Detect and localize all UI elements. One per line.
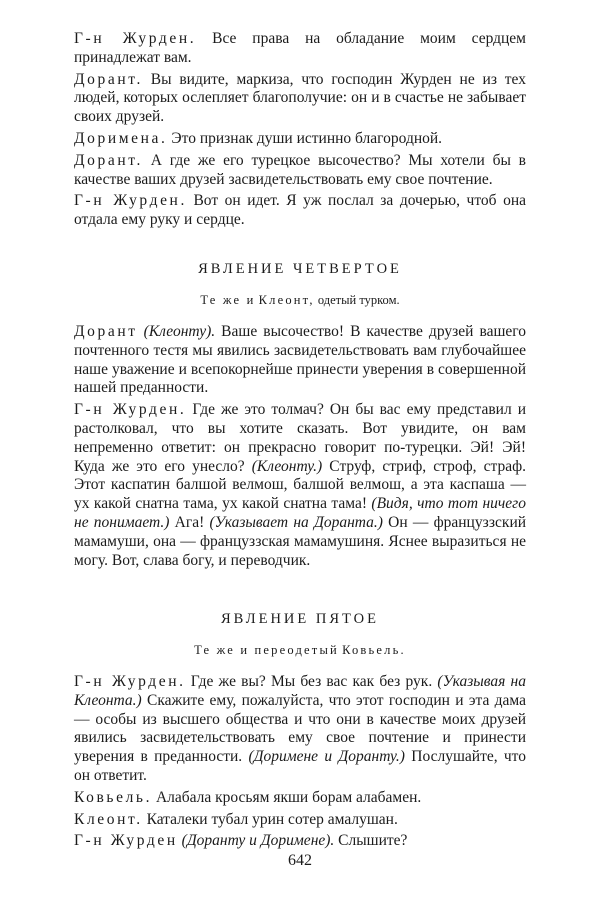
speech: Все права на обладание моим сердцем принадлежат вам.: [74, 30, 526, 66]
scene-five-dialogue: [74, 673, 526, 854]
line-jourdain-4: [74, 673, 526, 786]
cast-name: Клеонт,: [258, 293, 315, 307]
speaker: Г-н Журден.: [74, 192, 187, 210]
speaker: Г-н Журден.: [74, 30, 197, 47]
speaker: Клеонт.: [74, 810, 143, 828]
line-jourdain-5: [74, 832, 526, 851]
stage-direction: (Клеонту).: [137, 323, 216, 340]
cast-text: Те же и переодетый: [194, 643, 339, 657]
speech: Каталеки тубал урин сотер амалушан.: [142, 810, 398, 828]
speech: Слышите?: [334, 832, 408, 850]
scene-four-heading: ЯВЛЕНИЕ ЧЕТВЕРТОЕ: [198, 261, 402, 277]
speaker: Г-н Журден.: [74, 401, 187, 419]
speech: Где же вы? Мы без вас как без рук.: [185, 673, 438, 690]
scene-five-heading: ЯВЛЕНИЕ ПЯТОЕ: [220, 611, 380, 627]
line-dorimene-1: [74, 130, 526, 149]
stage-direction: (Доримене и Доранту.): [248, 748, 405, 766]
stage-direction: (Доранту и Доримене).: [177, 832, 335, 850]
speaker: Дорант.: [74, 151, 143, 169]
scene-four-dialogue: [74, 323, 526, 573]
speaker: Ковьель.: [74, 788, 153, 806]
line-dorante-1: [74, 71, 526, 127]
line-jourdain-1: [74, 30, 526, 68]
cast-name: Ковьель.: [342, 643, 406, 657]
top-dialogue: [74, 30, 526, 233]
speech: Ваше высочество! В качестве друзей вашего почтенного тестя мы явились засвидетельствовать вам глубочайшее наше уважение и всепокорнейше принести уверения в совершенной нашей преданности.: [74, 323, 526, 397]
speech: Ага!: [169, 513, 210, 531]
page-number: 642: [288, 852, 312, 869]
speech: Где же это толмач? Он бы вас ему представил и растолковал, что вы хотите сказать. Вот увидите, он вам непременно ответит: он прекрасно говорит по-турецки. Эй! Эй! Куда же это его унесло?: [74, 401, 526, 475]
speaker: Доримена.: [74, 129, 168, 147]
stage-direction: (Клеонту.): [251, 457, 323, 475]
speaker: Дорант: [74, 323, 138, 340]
line-dorante-3: [74, 323, 526, 398]
stage-direction: (Указывая на Клеонта.): [74, 673, 526, 709]
speech: Послушайте, что он ответит.: [74, 748, 527, 784]
speech: Это признак души истинно благородной.: [167, 129, 443, 147]
speech: Вы видите, маркиза, что господин Журден не из тех людей, которых ослепляет благополучие: он и в счастье не забывает своих друзей.: [74, 70, 526, 126]
speaker: Г-н Журден: [74, 832, 178, 850]
speech: Он — француззский мамамуши, она — француззская мамамушиня. Яснее выразиться не могу. Вот, слава богу, и переводчик.: [74, 513, 527, 569]
speaker: Дорант.: [74, 70, 143, 88]
speech: Скажите ему, пожалуйста, что этот господин и эта дама — особы из высшего общества и что они в качестве моих друзей явились засвидетельствовать ему свое почтение и принести уверения в преданности.: [74, 691, 526, 766]
stage-direction: (Видя, что тот ничего не понимает.): [74, 495, 526, 531]
line-jourdain-3: [74, 401, 526, 570]
line-cleonte: [74, 811, 526, 830]
speech: Вот он идет. Я уж послал за дочерью, чтоб она отдала ему руку и сердце.: [74, 192, 526, 229]
scene-four-cast: [74, 293, 526, 308]
scene-five-cast: [74, 643, 526, 658]
line-dorante-2: [74, 152, 526, 190]
speaker: Г-н Журден.: [74, 673, 186, 690]
stage-direction: (Указывает на Доранта.): [209, 513, 383, 531]
speech: А где же его турецкое высочество? Мы хотели бы в качестве ваших друзей засвидетельствовать ему свое почтение.: [74, 151, 526, 188]
cast-text: Те же и: [200, 293, 256, 307]
line-jourdain-2: [74, 192, 526, 230]
cast-text: одетый турком.: [314, 293, 400, 307]
speech: Струф, стриф, строф, страф. Этот каспатин балшой велмош, балшой велмош, а эта каспаша — ух какой снатна тама, ух какой снатна тама!: [74, 457, 526, 513]
speech: Алабала кросьям якши борам алабамен.: [152, 788, 422, 806]
line-covielle: [74, 789, 526, 808]
